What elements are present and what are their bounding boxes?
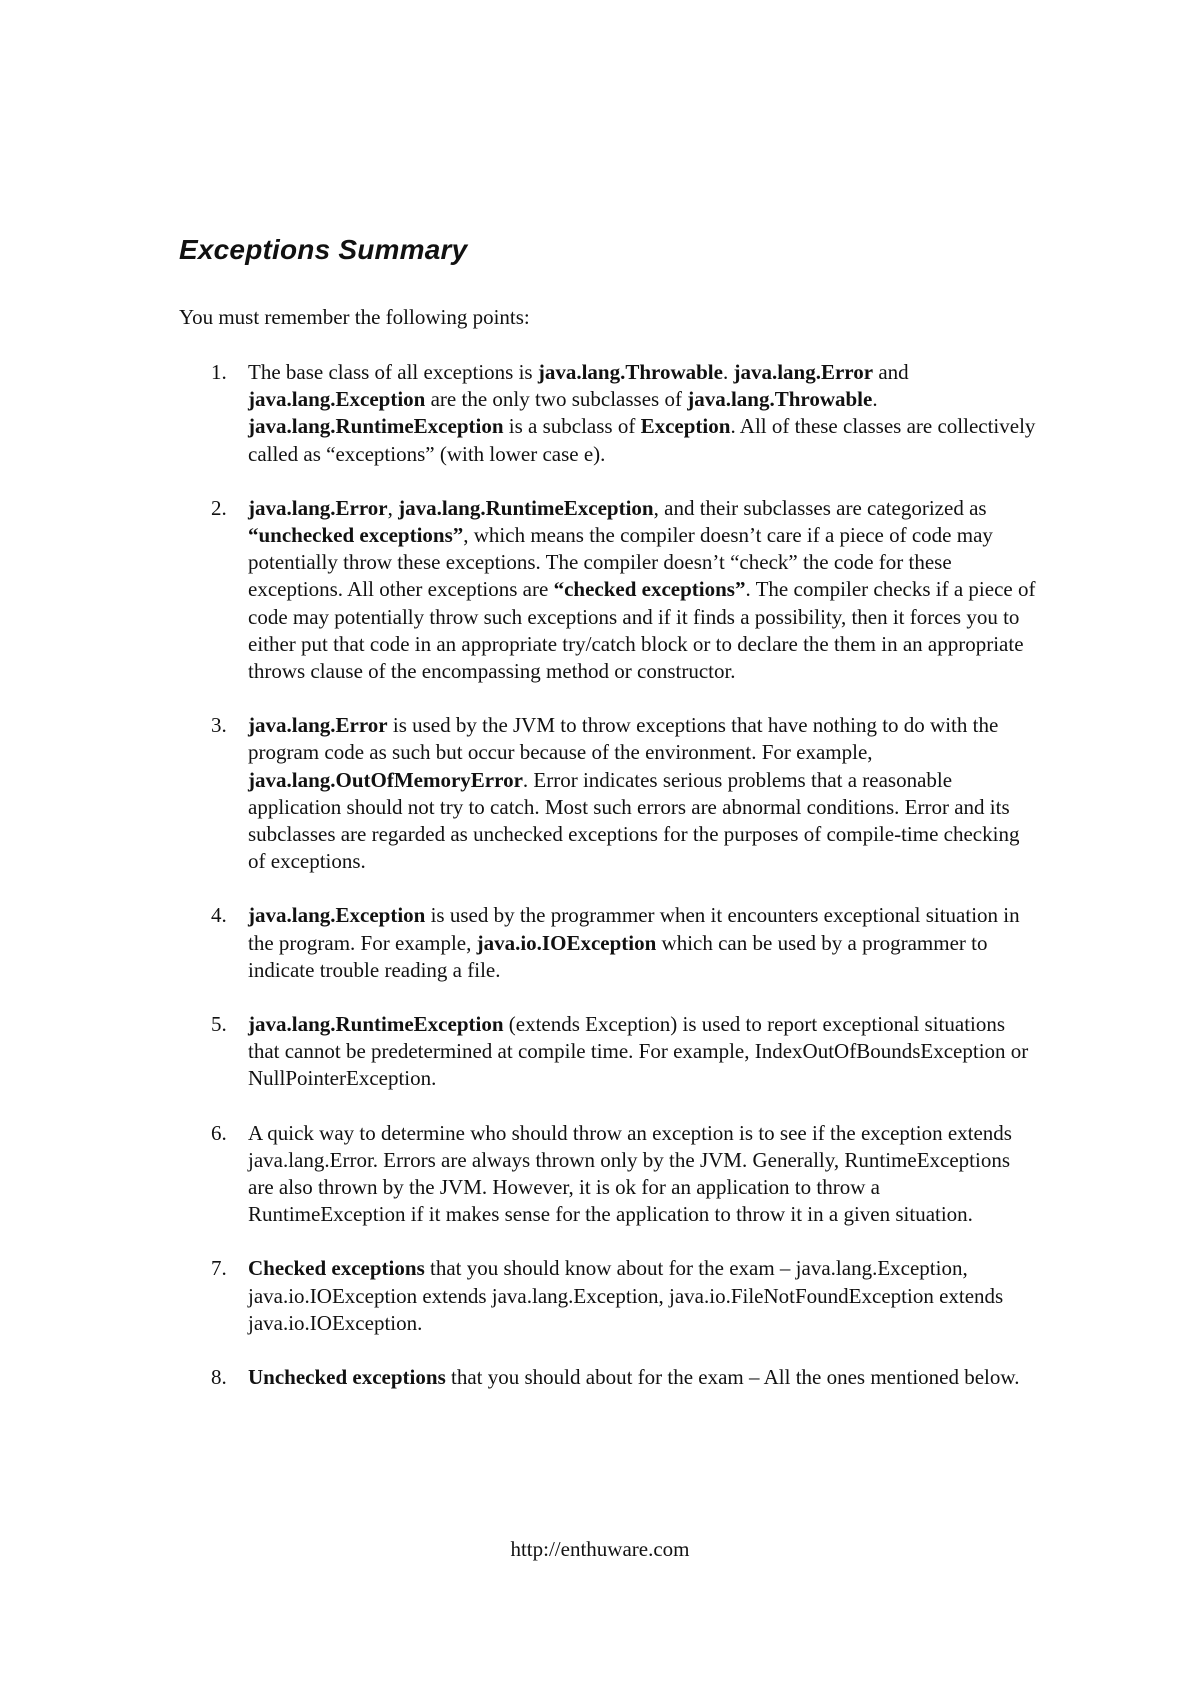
point-text-segment: . Error indicates serious problems that a reasonable application should not try to catch. Most such errors are abnormal conditions. Error and its subclasses are regarded as unchecked exceptions for the purposes of compile-time checking of exceptions. [248, 767, 1020, 874]
point-emphasis: java.lang.RuntimeException [248, 414, 504, 439]
point-emphasis: java.lang.RuntimeException [398, 495, 654, 520]
point-text-segment: , which means the compiler doesn’t care if a piece of code may potentially throw these exceptions. The compiler doesn’t “check” the code for these exceptions. All other exceptions are [248, 523, 993, 602]
point-number: 4. [211, 903, 227, 928]
point-number: 1. [211, 360, 227, 384]
point-text-segment: and [873, 360, 909, 384]
point-text-segment: is used by the JVM to throw exceptions that have nothing to do with the program code as such but occur because of the environment. For example, [248, 713, 999, 765]
summary-point [179, 1011, 1039, 1093]
summary-point [179, 1364, 1039, 1391]
point-number: 3. [211, 713, 227, 738]
summary-point [179, 495, 1039, 685]
point-emphasis: java.lang.Exception [248, 903, 426, 928]
summary-point [179, 902, 1039, 984]
page-title: Exceptions Summary [179, 234, 468, 265]
point-text-segment: that you should about for the exam – All the ones mentioned below. [445, 1365, 1020, 1390]
summary-point [179, 359, 1039, 468]
point-number: 6. [211, 1120, 227, 1145]
intro-text: You must remember the following points: [179, 305, 530, 329]
point-number: 8. [211, 1365, 227, 1390]
point-text [248, 1120, 1039, 1229]
point-text-segment: (extends Exception) is used to report exceptional situations that cannot be predetermined at compile time. For example, IndexOutOfBoundsException or NullPointerException. [248, 1012, 1029, 1091]
point-text-segment: . [722, 360, 734, 384]
point-emphasis: java.lang.Exception [248, 387, 426, 412]
point-text [248, 1364, 1039, 1391]
point-text [248, 902, 1039, 984]
point-text-segment: A quick way to determine who should throw an exception is to see if the exception extends java.lang.Error. Errors are always thrown only by the JVM. Generally, RuntimeExceptions are also thrown by the JVM. However, it is ok for an application to throw a RuntimeException if it makes sense for the application to throw it in a given situation. [248, 1120, 1012, 1227]
point-text [248, 1255, 1039, 1337]
point-text [248, 712, 1039, 875]
point-text-segment: The base class of all exceptions is [248, 360, 538, 384]
point-text [248, 495, 1039, 685]
point-emphasis: java.lang.Error [248, 713, 388, 738]
summary-points-list [179, 359, 1039, 1418]
point-emphasis: java.io.IOException [476, 930, 657, 955]
point-number: 5. [211, 1012, 227, 1037]
point-text-segment: . The compiler checks if a piece of code may potentially throw such exceptions and if it finds a possibility, then it forces you to either put that code in an appropriate try/catch block or to declare the them in an appropriate throws clause of the encompassing method or constructor. [248, 577, 1036, 684]
point-emphasis: Checked exceptions [248, 1256, 425, 1281]
point-emphasis: java.lang.Error [248, 495, 388, 520]
point-number: 7. [211, 1256, 227, 1281]
point-text-segment: is a subclass of [503, 414, 641, 439]
point-text-segment: , [387, 495, 399, 520]
point-emphasis: java.lang.Throwable [687, 387, 873, 412]
point-text-segment: are the only two subclasses of [425, 387, 688, 412]
summary-point [179, 1120, 1039, 1229]
point-text-segment: which can be used by a programmer to indicate trouble reading a file. [248, 930, 988, 982]
summary-point [179, 1255, 1039, 1337]
point-text-segment: . [872, 387, 878, 412]
point-text-segment: that you should know about for the exam – java.lang.Exception, java.io.IOException extends java.lang.Exception, java.io.FileNotFoundException extends java.io.IOException. [248, 1256, 1004, 1335]
point-emphasis: “checked exceptions” [553, 577, 746, 602]
point-text-segment: . All of these classes are collectively called as “exceptions” (with lower case e). [248, 414, 1036, 466]
point-number: 2. [211, 495, 227, 520]
point-emphasis: Unchecked exceptions [248, 1365, 446, 1390]
point-text [248, 359, 1039, 468]
point-emphasis: “unchecked exceptions” [248, 523, 464, 548]
footer-url: http://enthuware.com [510, 1537, 690, 1561]
summary-point [179, 712, 1039, 875]
point-text-segment: , and their subclasses are categorized as [653, 495, 987, 520]
point-text [248, 1011, 1039, 1093]
point-emphasis: java.lang.Throwable [537, 360, 723, 384]
point-emphasis: java.lang.RuntimeException [248, 1012, 504, 1037]
point-emphasis: java.lang.Error [733, 360, 874, 384]
point-emphasis: Exception [640, 414, 731, 439]
point-emphasis: java.lang.OutOfMemoryError [248, 767, 523, 792]
point-text-segment: is used by the programmer when it encounters exceptional situation in the program. For example, [248, 903, 1020, 955]
